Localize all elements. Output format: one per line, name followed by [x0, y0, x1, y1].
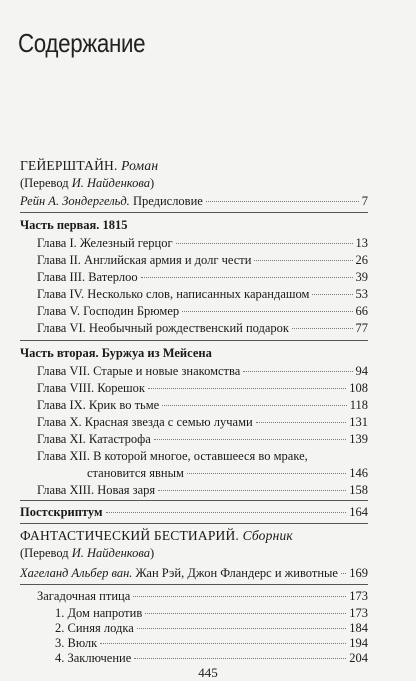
section-label: 4. Заключение	[55, 651, 132, 665]
bestiary-translation	[20, 545, 154, 561]
chapter-label-line1: Глава XII. В которой многое, оставшееся во мраке,	[37, 449, 308, 463]
toc-entry-intro[interactable]	[20, 565, 368, 581]
translator: И. Найденкова	[71, 546, 150, 560]
chapter-label: Глава VI. Необычный рождественский подарок	[37, 321, 290, 335]
toc-entry-postscript[interactable]	[20, 504, 368, 520]
chapter-label: Глава VIII. Корешок	[37, 381, 145, 395]
leader-dots	[100, 643, 346, 644]
novel-title-line	[20, 158, 158, 174]
chapter-label: Глава XIII. Новая заря	[37, 483, 156, 497]
toc-entry-chapter[interactable]	[37, 252, 368, 268]
toc-entry-chapter[interactable]	[37, 286, 368, 302]
chapter-label: Глава II. Английская армия и долг чести	[37, 253, 252, 267]
translation-suffix: )	[149, 176, 155, 190]
bestiary-title: ФАНТАСТИЧЕСКИЙ БЕСТИАРИЙ.	[20, 528, 239, 543]
toc-entry-chapter[interactable]	[37, 397, 368, 413]
preface-label: Предисловие	[132, 194, 203, 208]
chapter-label: Глава III. Ватерлоо	[37, 270, 138, 284]
part-heading: Часть вторая. Буржуа из Мейсена	[20, 346, 212, 360]
intro-author: Хагеланд Альбер ван.	[20, 566, 133, 580]
toc-entry-chapter[interactable]	[37, 482, 368, 498]
leader-dots	[145, 613, 346, 614]
section-label: 1. Дом напротив	[55, 606, 143, 620]
page-number: 445	[198, 665, 218, 680]
toc-entry-chapter[interactable]	[37, 414, 368, 430]
toc-entry-chapter[interactable]	[37, 235, 368, 251]
leader-dots	[154, 439, 346, 440]
translation-suffix: )	[149, 546, 155, 560]
page-ref: 108	[349, 381, 368, 395]
page-ref: 53	[355, 287, 368, 301]
leader-dots	[187, 473, 346, 474]
divider	[20, 340, 368, 341]
leader-dots	[148, 388, 346, 389]
preface-author: Рейн А. Зондергельд.	[20, 194, 130, 208]
chapter-label: Глава VII. Старые и новые знакомства	[37, 364, 241, 378]
page-ref: 131	[349, 415, 368, 429]
chapter-label: Глава IX. Крик во тьме	[37, 398, 160, 412]
page-ref: 77	[355, 321, 368, 335]
bestiary-genre: Сборник	[242, 528, 293, 543]
leader-dots	[292, 328, 352, 329]
leader-dots	[341, 573, 346, 574]
leader-dots	[141, 277, 353, 278]
section-label: 2. Синяя лодка	[55, 621, 134, 635]
page-ref: 194	[349, 636, 368, 650]
page-ref: 164	[349, 505, 368, 519]
novel-translation	[20, 175, 154, 191]
bestiary-title-line	[20, 528, 293, 544]
leader-dots	[137, 628, 346, 629]
intro-label: Жан Рэй, Джон Фландерс и животные	[135, 566, 338, 580]
section-label: 3. Вюлк	[55, 636, 98, 650]
toc-entry-chapter[interactable]	[37, 320, 368, 336]
page-ref: 146	[349, 466, 368, 480]
page-ref: 66	[355, 304, 368, 318]
leader-dots	[134, 658, 346, 659]
chapter-label: Глава I. Железный герцог	[37, 236, 173, 250]
leader-dots	[256, 422, 347, 423]
page-ref: 26	[355, 253, 368, 267]
page-ref: 169	[349, 566, 368, 580]
page-ref: 173	[349, 606, 368, 620]
chapter-label: Глава V. Господин Брюмер	[37, 304, 180, 318]
translator: И. Найденкова	[71, 176, 150, 190]
leader-dots	[106, 512, 347, 513]
divider	[20, 212, 368, 213]
divider	[20, 584, 368, 585]
page-ref: 139	[349, 432, 368, 446]
page-ref: 173	[349, 589, 368, 603]
page-ref: 13	[355, 236, 368, 250]
leader-dots	[254, 260, 352, 261]
chapter-label: Глава XI. Катастрофа	[37, 432, 151, 446]
toc-entry-section[interactable]	[55, 650, 368, 666]
chapter-label: Глава IV. Несколько слов, написанных карандашом	[37, 287, 310, 301]
chapter-label-line2: становится явным	[87, 466, 184, 480]
translation-prefix: (Перевод	[20, 546, 69, 560]
page-ref: 39	[355, 270, 368, 284]
toc-entry-chapter[interactable]	[37, 363, 368, 379]
part-heading: Часть первая. 1815	[20, 218, 128, 232]
page-ref: 158	[349, 483, 368, 497]
toc-entry-section[interactable]	[55, 635, 368, 651]
toc-entry-section[interactable]	[55, 605, 368, 621]
leader-dots	[176, 243, 353, 244]
page-ref: 94	[355, 364, 368, 378]
toc-entry-story[interactable]	[37, 588, 368, 604]
leader-dots	[182, 311, 352, 312]
translation-prefix: (Перевод	[20, 176, 69, 190]
leader-dots	[162, 405, 346, 406]
chapter-label: Глава X. Красная звезда с семью лучами	[37, 415, 253, 429]
page-ref: 184	[349, 621, 368, 635]
page-title: Содержание	[18, 28, 146, 58]
toc-entry-chapter[interactable]	[37, 380, 368, 396]
leader-dots	[243, 371, 352, 372]
leader-dots	[312, 294, 352, 295]
novel-genre: Роман	[121, 158, 159, 173]
toc-entry-chapter[interactable]	[37, 269, 368, 285]
leader-dots	[133, 596, 346, 597]
novel-title: ГЕЙЕРШТАЙН.	[20, 158, 118, 173]
toc-entry-chapter[interactable]	[37, 303, 368, 319]
story-label: Загадочная птица	[37, 589, 131, 603]
toc-entry-preface[interactable]	[20, 193, 368, 209]
divider	[20, 500, 368, 501]
toc-entry-chapter[interactable]	[87, 465, 368, 481]
divider	[20, 523, 368, 524]
page-ref: 7	[361, 194, 368, 208]
toc-entry-section[interactable]	[55, 620, 368, 636]
page-ref: 204	[349, 651, 368, 665]
leader-dots	[158, 490, 346, 491]
page-ref: 118	[349, 398, 368, 412]
leader-dots	[206, 201, 359, 202]
postscript-label: Постскриптум	[20, 505, 103, 519]
toc-entry-chapter[interactable]	[37, 431, 368, 447]
